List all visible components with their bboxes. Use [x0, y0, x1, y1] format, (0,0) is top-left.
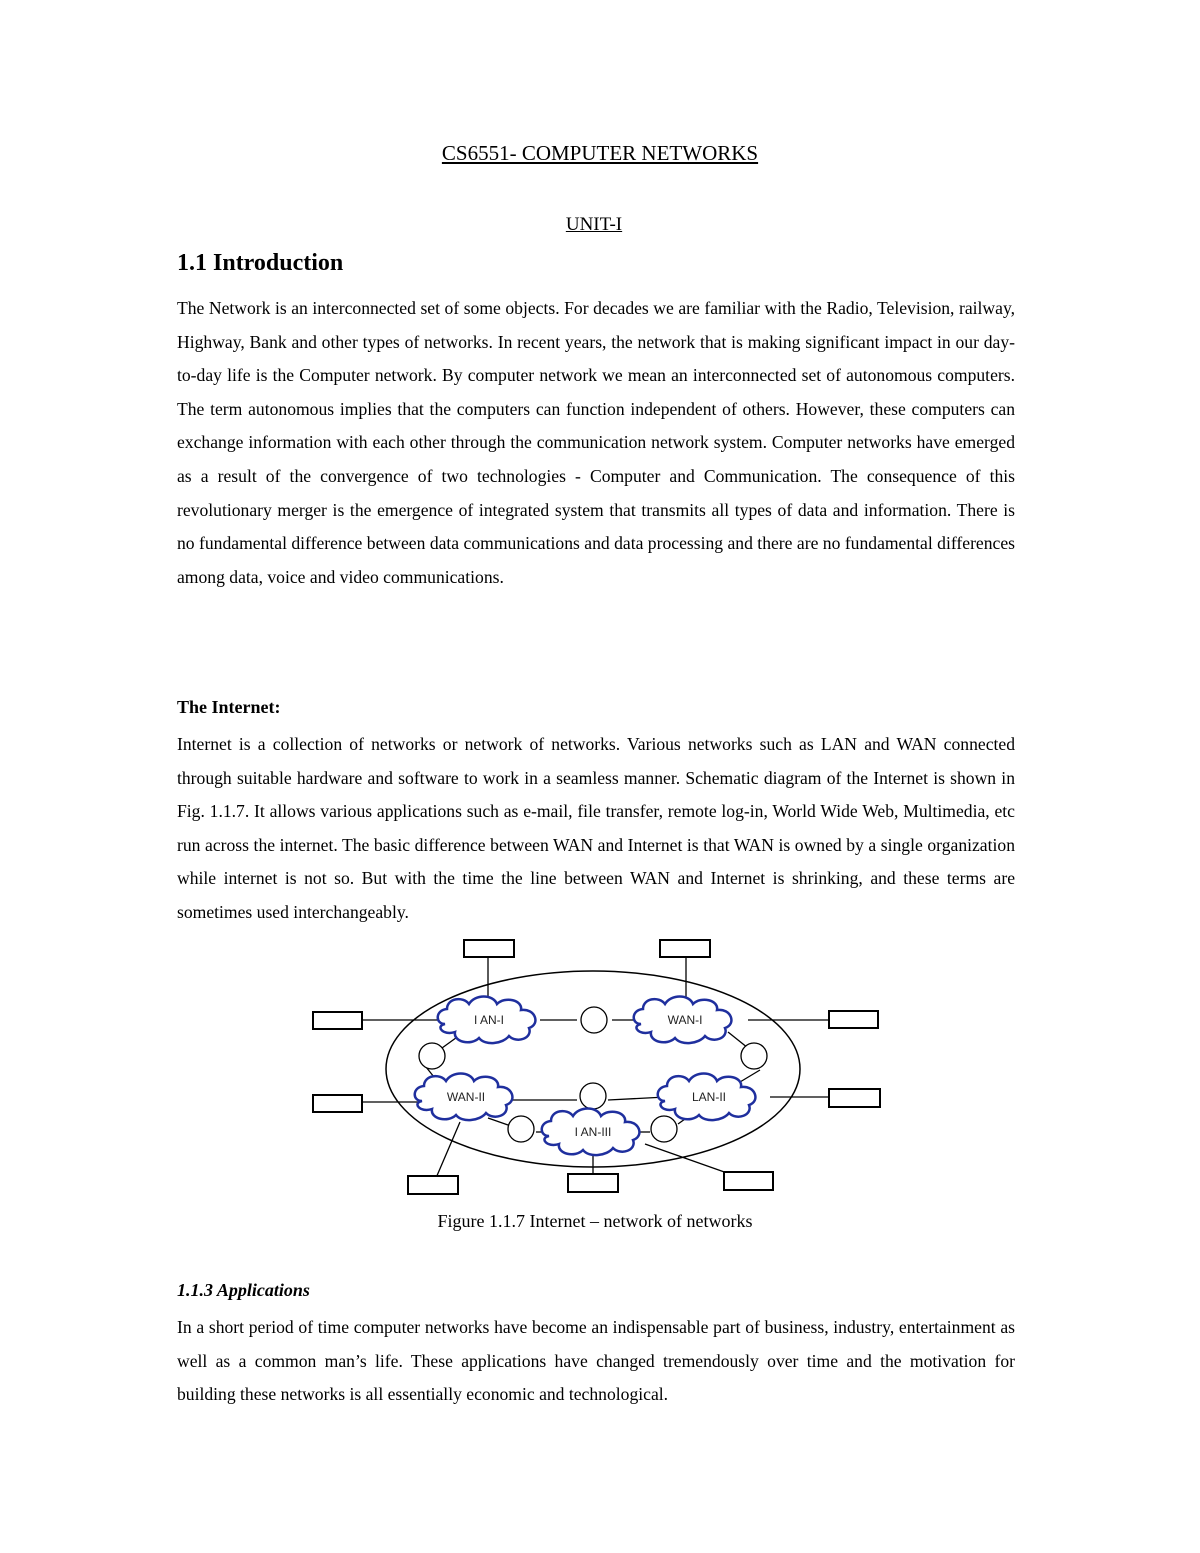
- host-box: [313, 1012, 362, 1029]
- network-cloud-wan1: [634, 997, 732, 1044]
- cloud-label-lan1: I AN-I: [473, 1013, 505, 1027]
- router-node: [741, 1043, 767, 1069]
- network-cloud-lan1: [438, 997, 536, 1044]
- cloud-label-wan1: WAN-I: [667, 1013, 703, 1027]
- host-box: [408, 1176, 458, 1194]
- internet-heading: The Internet:: [177, 697, 281, 717]
- cloud-label-wan2: WAN-II: [446, 1090, 486, 1104]
- network-cloud-wan2: [415, 1074, 513, 1121]
- section-heading-introduction: 1.1 Introduction: [177, 250, 344, 276]
- internet-paragraph: Internet is a collection of networks or network of networks. Various networks such as LAN and WAN connected through suitable hardware and software to work in a seamless manner. Schematic diagram of the Internet is shown in Fig. 1.1.7. It allows various applications such as e-mail, file transfer, remote log-in, World Wide Web, Multimedia, etc run across the internet. The basic difference between WAN and Internet is that WAN is owned by a single organization while internet is not so. But with the time the line between WAN and Internet is shrinking, and these terms are sometimes used interchangeably.: [177, 734, 1015, 922]
- host-box: [313, 1095, 362, 1112]
- router-node: [419, 1043, 445, 1069]
- router-node: [580, 1083, 606, 1109]
- network-cloud-lan3: [542, 1109, 640, 1156]
- applications-paragraph: In a short period of time computer networks have become an indispensable part of business, industry, entertainment as well as a common man’s life. These applications have changed tremendously over time and the motivation for building these networks is all essentially economic and technological.: [177, 1317, 1015, 1405]
- host-box: [829, 1089, 880, 1107]
- host-box: [829, 1011, 878, 1028]
- cloud-label-lan2: LAN-II: [691, 1090, 727, 1104]
- host-box: [660, 940, 710, 957]
- figure-caption: Figure 1.1.7 Internet – network of networks: [437, 1211, 753, 1231]
- network-cloud-lan2: [658, 1074, 756, 1121]
- cloud-label-lan3: I AN-III: [574, 1125, 612, 1139]
- host-box: [464, 940, 514, 957]
- introduction-paragraph: The Network is an interconnected set of some objects. For decades we are familiar with the Radio, Television, railway, Highway, Bank and other types of networks. In recent years, the network that is making significant impact in our day-to-day life is the Computer network. By computer network we mean an interconnected set of autonomous computers. The term autonomous implies that the computers can function independent of others. However, these computers can exchange information with each other through the communication network system. Computer networks have emerged as a result of the convergence of two technologies - Computer and Communication. The consequence of this revolutionary merger is the emergence of integrated system that transmits all types of data and information. There is no fundamental difference between data communications and data processing and there are no fundamental differences among data, voice and video communications.: [177, 298, 1015, 587]
- host-box: [724, 1172, 773, 1190]
- router-node: [508, 1116, 534, 1142]
- internet-diagram: [300, 932, 900, 1202]
- router-node: [651, 1116, 677, 1142]
- applications-heading: 1.1.3 Applications: [177, 1280, 310, 1300]
- document-title: CS6551- COMPUTER NETWORKS: [441, 141, 759, 165]
- host-box: [568, 1174, 618, 1192]
- router-node: [581, 1007, 607, 1033]
- unit-title: UNIT-I: [565, 214, 623, 235]
